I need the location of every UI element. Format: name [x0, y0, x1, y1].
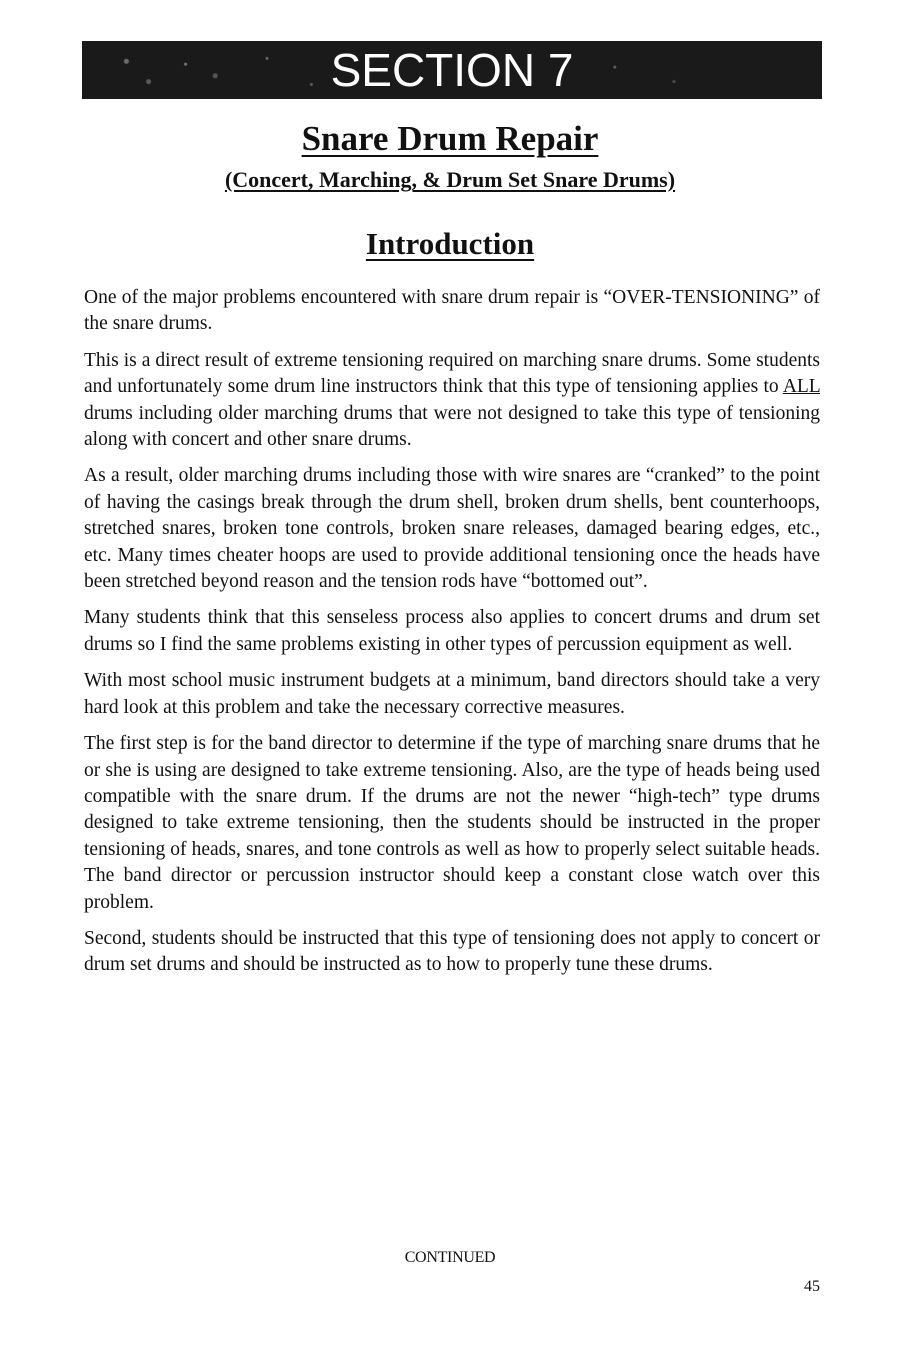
- paragraph-2-before: This is a direct result of extreme tensioning required on marching snare drums. Some students and unfortunately some drum line instructors think that this type of tensioning applies to: [84, 349, 820, 398]
- section-banner: [82, 41, 822, 99]
- section-heading: Introduction: [365, 226, 535, 261]
- paragraph-7: Second, students should be instructed that this type of tensioning does not apply to concert or drum set drums and should be instructed as to how to properly tune these drums.: [84, 927, 820, 976]
- section-label: SECTION 7: [330, 44, 574, 96]
- paragraph-2: [84, 348, 820, 454]
- paragraph-4: Many students think that this senseless process also applies to concert drums and drum set drums so I find the same problems existing in other types of percussion equipment as well.: [84, 607, 820, 655]
- paragraph-6: The first step is for the band director to determine if the type of marching snare drums that he or she is using are designed to take extreme tensioning. Also, are the type of heads being used compatible with the snare drum. If the drums are not the newer “high-tech” type drums designed to take extreme tensioning, then the students should be instructed in the proper tensioning of heads, snares, and tone controls as well as how to properly select suitable heads. The band director or percussion instructor should keep a constant close watch over this problem.: [84, 733, 820, 913]
- page-title: Snare Drum Repair: [301, 119, 599, 158]
- page-subtitle: (Concert, Marching, & Drum Set Snare Drums): [224, 167, 676, 192]
- paragraph-3: As a result, older marching drums including those with wire snares are “cranked” to the point of having the casings break through the drum shell, broken drum shells, bent counterhoops, stretched snares, broken tone controls, broken snare releases, damaged bearing edges, etc., etc. Many times cheater hoops are used to provide additional tensioning once the heads have been stretched beyond reason and the tension rods have “bottomed out”.: [84, 465, 820, 593]
- body-text: [84, 285, 820, 989]
- paragraph-5: With most school music instrument budgets at a minimum, band directors should take a very hard look at this problem and take the necessary corrective measures.: [84, 670, 820, 718]
- page-number: 45: [804, 1278, 820, 1295]
- paragraph-2-emphasis: ALL: [782, 376, 820, 398]
- continued-note: CONTINUED: [404, 1249, 496, 1266]
- paragraph-1: One of the major problems encountered with snare drum repair is “OVER-TENSIONING” of the snare drums.: [84, 287, 820, 335]
- paragraph-2-after: drums including older marching drums that were not designed to take this type of tensioning along with concert and other snare drums.: [84, 402, 820, 451]
